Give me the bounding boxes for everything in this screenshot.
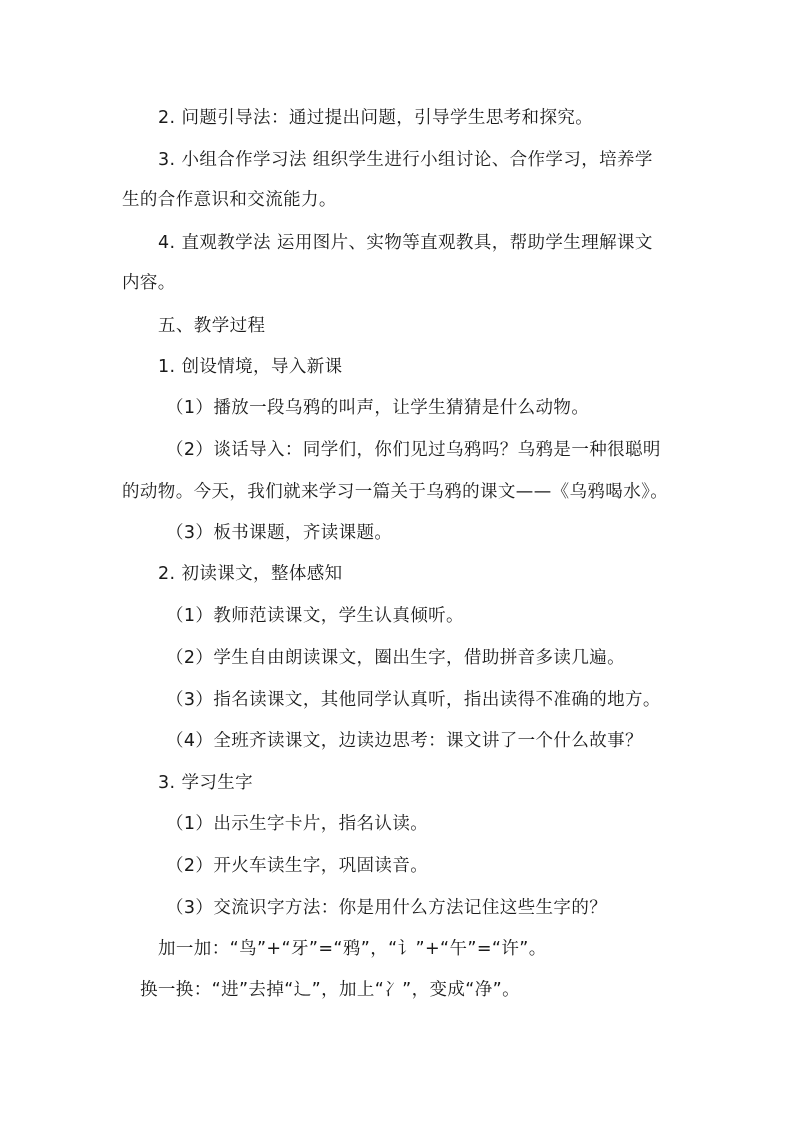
step-3-heading: 3. 学习生字 bbox=[158, 773, 254, 793]
step-2-item-1: （1）教师范读课文，学生认真倾听。 bbox=[166, 606, 464, 626]
step-1-item-2-cont: 的动物。今天，我们就来学习一篇关于乌鸦的课文——《乌鸦喝水》。 bbox=[122, 482, 669, 502]
example-swap-radicals: 换一换：“进”去掉“辶”，加上“冫”，变成“净”。 bbox=[140, 980, 521, 1000]
method-intuitive-teaching: 4. 直观教学法 运用图片、实物等直观教具，帮助学生理解课文 bbox=[158, 233, 653, 253]
step-2-item-3: （3）指名读课文，其他同学认真听，指出读得不准确的地方。 bbox=[166, 690, 661, 710]
example-add-radicals: 加一加：“鸟”+“牙”=“鸦”，“讠”+“午”=“许”。 bbox=[158, 939, 547, 959]
method-intuitive-teaching-cont: 内容。 bbox=[122, 273, 176, 293]
step-1-heading: 1. 创设情境，导入新课 bbox=[158, 357, 343, 377]
step-1-item-2: （2）谈话导入：同学们，你们见过乌鸦吗？乌鸦是一种很聪明 bbox=[166, 440, 661, 460]
step-2-item-2: （2）学生自由朗读课文，圈出生字，借助拼音多读几遍。 bbox=[166, 648, 626, 668]
method-problem-guidance: 2. 问题引导法：通过提出问题，引导学生思考和探究。 bbox=[158, 108, 594, 128]
step-1-item-3: （3）板书课题，齐读课题。 bbox=[166, 523, 393, 543]
step-3-item-3: （3）交流识字方法：你是用什么方法记住这些生字的？ bbox=[166, 898, 608, 918]
step-3-item-1: （1）出示生字卡片，指名认读。 bbox=[166, 814, 429, 834]
method-group-cooperation-cont: 生的合作意识和交流能力。 bbox=[122, 190, 337, 210]
step-3-item-2: （2）开火车读生字，巩固读音。 bbox=[166, 856, 429, 876]
method-group-cooperation: 3. 小组合作学习法 组织学生进行小组讨论、合作学习，培养学 bbox=[158, 150, 653, 170]
step-1-item-1: （1）播放一段乌鸦的叫声，让学生猜猜是什么动物。 bbox=[166, 398, 590, 418]
step-2-item-4: （4）全班齐读课文，边读边思考：课文讲了一个什么故事？ bbox=[166, 731, 643, 751]
step-2-heading: 2. 初读课文，整体感知 bbox=[158, 564, 343, 584]
section-heading-teaching-process: 五、教学过程 bbox=[158, 316, 266, 336]
